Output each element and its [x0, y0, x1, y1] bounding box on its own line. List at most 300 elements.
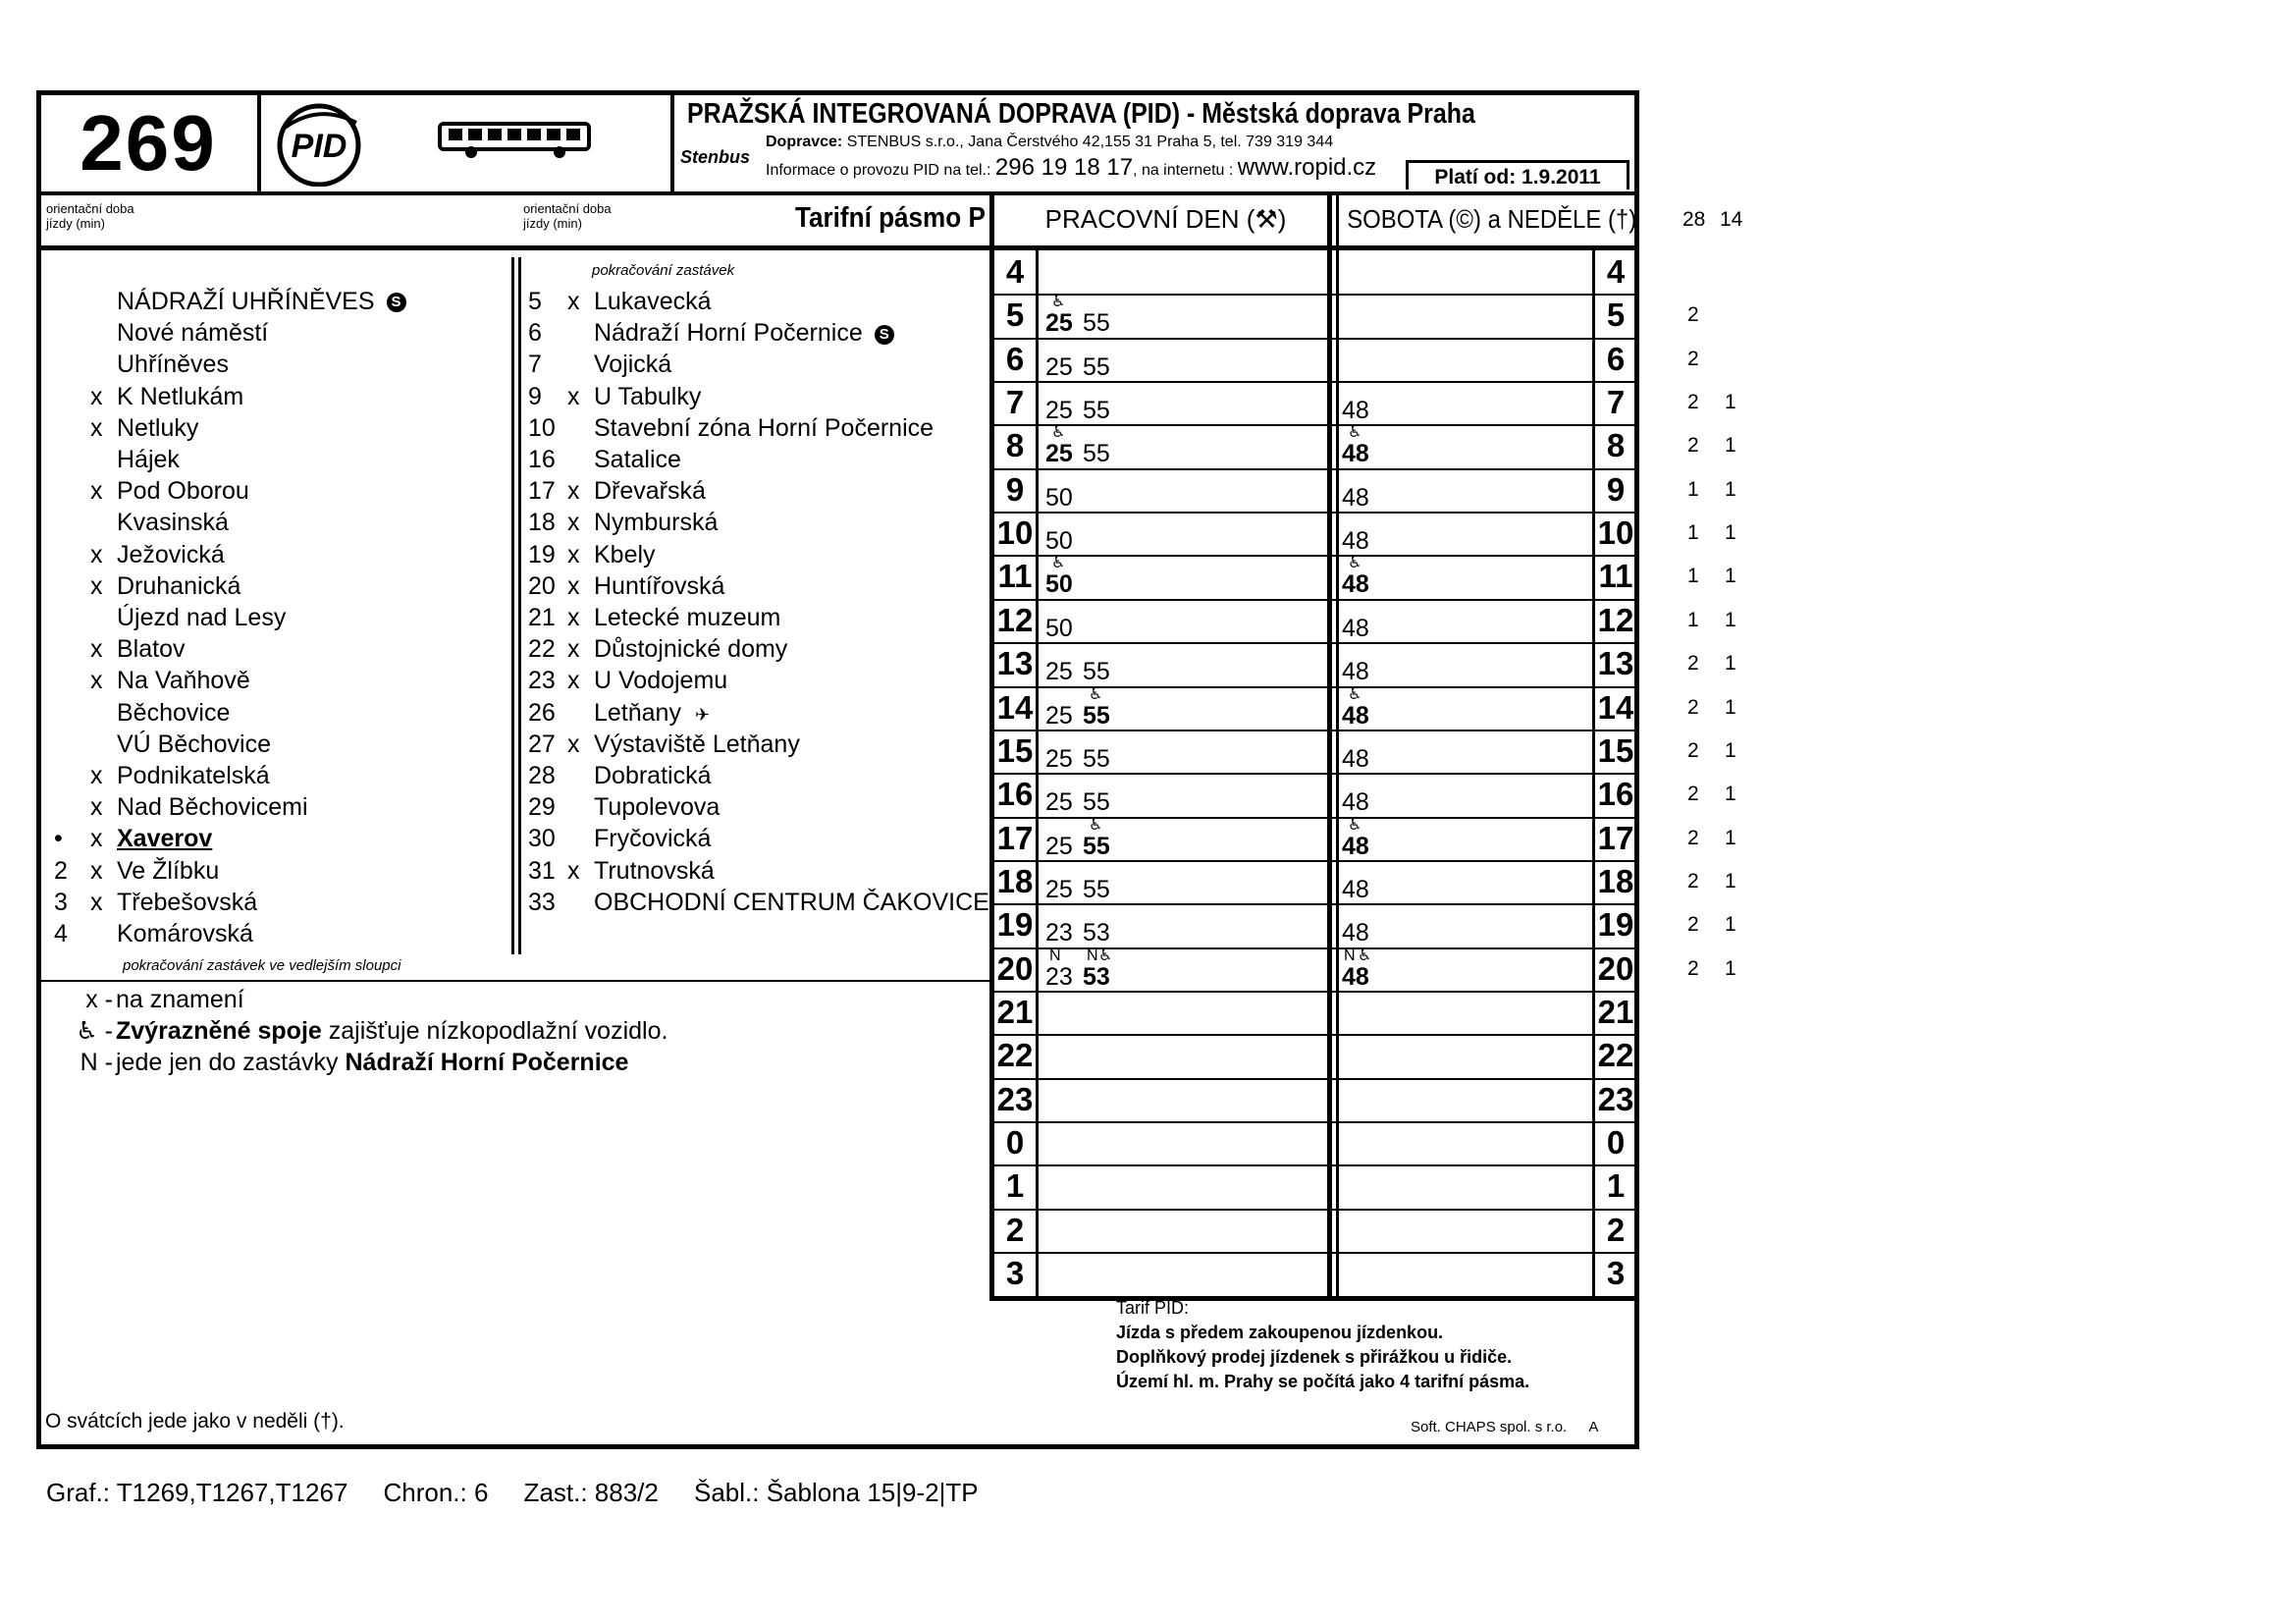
stop-name: Nad Běchovicemi — [117, 793, 308, 822]
stops-divider-1 — [511, 257, 514, 954]
valid-from-box — [1406, 160, 1629, 189]
carrier-line — [766, 134, 1333, 151]
count-a: 2 — [1687, 869, 1699, 893]
count-b: 1 — [1725, 608, 1736, 631]
count-a: 2 — [1687, 738, 1699, 762]
stop-name: Pod Oborou — [117, 477, 249, 506]
stop-time: 30 — [528, 825, 556, 853]
hour-col-left — [1036, 250, 1039, 1301]
stop-request-mark: x — [90, 571, 103, 600]
hour-left: 16 — [996, 776, 1034, 813]
legend-desc: zajišťuje nízkopodlažní vozidlo. — [321, 1017, 668, 1045]
stop-request-mark: x — [90, 635, 103, 664]
hour-left: 2 — [1005, 1211, 1025, 1248]
header-title: PRAŽSKÁ INTEGROVANÁ DOPRAVA (PID) - Městská doprava Praha — [687, 98, 1475, 130]
departure-weekday: 55 — [1083, 352, 1110, 381]
stop-name: Nymburská — [594, 509, 719, 537]
stop-request-mark: x — [567, 540, 580, 568]
stop-request-mark: x — [90, 413, 103, 442]
hour-left: 11 — [997, 558, 1033, 595]
hour-right: 5 — [1606, 297, 1626, 334]
stop-time: 26 — [528, 698, 556, 727]
stop-name: Druhanická — [117, 571, 241, 600]
stop-time: 17 — [528, 477, 556, 506]
hour-row-line — [994, 599, 1634, 601]
stop-name: Dobratická — [594, 762, 712, 789]
departure-weekday: 55 — [1083, 701, 1110, 730]
bottom-info-line: Graf.: T1269,T1267,T1267 Chron.: 6 Zast.: 883/2 Šabl.: Šablona 15|9-2|TP — [46, 1478, 979, 1507]
stop-request-mark: x — [90, 540, 103, 568]
stop-time: 22 — [528, 635, 556, 664]
departure-weekday: 50 — [1045, 527, 1073, 556]
stop-request-mark: x — [567, 509, 580, 537]
stop-time: 33 — [528, 888, 556, 916]
hour-right: 11 — [1598, 558, 1633, 595]
n-mark: N — [1049, 947, 1061, 964]
software-note — [1411, 1419, 1598, 1435]
count-b: 1 — [1725, 738, 1736, 762]
info-line — [766, 154, 1376, 182]
count-a: 2 — [1687, 783, 1699, 806]
wheelchair-icon: ♿ — [1348, 816, 1362, 834]
hour-row-line — [994, 512, 1634, 514]
stop-request-mark: x — [567, 635, 580, 664]
stop-name: Tupolevova — [594, 793, 721, 822]
stop-name: VÚ Běchovice — [117, 730, 272, 758]
duration-label-right — [523, 201, 612, 231]
continuation-side-label: pokračování zastávek ve vedlejším sloupci — [123, 957, 401, 974]
count-b: 1 — [1725, 869, 1736, 893]
stop-name: Blatov — [117, 635, 186, 664]
carrier-text: STENBUS s.r.o., Jana Čerstvého 42,155 31 Praha 5, tel. 739 319 344 — [846, 134, 1334, 150]
stop-name: Na Vaňhově — [117, 667, 250, 695]
hour-right: 6 — [1606, 340, 1626, 377]
count-a: 2 — [1687, 695, 1699, 719]
hour-left: 14 — [996, 688, 1034, 726]
departure-weekday: 53 — [1083, 962, 1110, 991]
metro-s-icon: S — [387, 293, 406, 312]
stop-name: Výstaviště Letňany — [594, 730, 800, 758]
departure-weekday: 25 — [1045, 397, 1073, 425]
stop-name: Podnikatelská — [117, 762, 270, 789]
count-b: 1 — [1725, 521, 1736, 545]
hour-left: 17 — [996, 819, 1034, 856]
wheelchair-icon: ♿ — [1051, 555, 1066, 572]
legend-desc: na znamení — [116, 986, 244, 1013]
stop-name: Letňany ✈ — [594, 698, 711, 727]
hour-left: 21 — [996, 993, 1034, 1030]
hour-right: 10 — [1597, 514, 1634, 552]
line-number: 269 — [80, 99, 217, 187]
stop-name: Uhříněves — [117, 351, 229, 379]
hour-right: 9 — [1606, 470, 1626, 508]
hour-right: 18 — [1597, 862, 1634, 899]
count-a: 1 — [1687, 565, 1699, 588]
info-prefix: Informace o provozu PID na tel.: — [766, 162, 991, 179]
legend-desc: jede jen do zastávky — [116, 1049, 346, 1076]
stop-request-mark: x — [567, 604, 580, 631]
legend-text — [116, 1016, 667, 1046]
stop-time: 4 — [54, 920, 68, 947]
info-phone: 296 19 18 17 — [994, 154, 1134, 181]
departure-weekday: 25 — [1045, 744, 1073, 773]
departure-weekday: 55 — [1083, 788, 1110, 817]
n-mark: N — [1344, 947, 1356, 964]
count-header-b: 14 — [1720, 208, 1743, 231]
airport-icon: ✈ — [694, 704, 711, 725]
wheelchair-icon: ♿ — [1089, 685, 1103, 703]
departure-weekday: 55 — [1083, 309, 1110, 338]
departure-weekday: 55 — [1083, 440, 1110, 468]
hour-left: 23 — [996, 1080, 1034, 1117]
hour-row-line — [994, 1121, 1634, 1123]
stop-request-mark: x — [567, 856, 580, 885]
count-a: 2 — [1687, 303, 1699, 327]
hour-right: 14 — [1597, 688, 1634, 726]
stop-time: 20 — [528, 571, 556, 600]
stop-name: U Tabulky — [594, 382, 702, 410]
hour-row-line — [994, 1252, 1634, 1254]
stop-request-mark: x — [90, 825, 103, 853]
duration-label-1: orientační doba — [46, 201, 134, 216]
stop-name: NÁDRAŽÍ UHŘÍNĚVES S — [117, 287, 406, 316]
hour-row-line — [994, 294, 1634, 296]
stop-request-mark: x — [567, 571, 580, 600]
legend-symbol: N - — [80, 1049, 113, 1076]
departure-weekday: 25 — [1045, 658, 1073, 686]
pid-logo-text: PID — [291, 128, 347, 165]
subheader-divider — [36, 245, 1639, 250]
stop-request-mark: x — [90, 793, 103, 822]
header-sep-1 — [257, 90, 261, 193]
hour-right: 23 — [1597, 1080, 1634, 1117]
hour-left: 0 — [1005, 1124, 1025, 1161]
departure-weekend: 48 — [1342, 658, 1369, 686]
stop-request-mark: x — [90, 888, 103, 916]
hour-right: 19 — [1597, 906, 1634, 944]
hour-row-line — [994, 642, 1634, 644]
hour-left: 5 — [1005, 297, 1025, 334]
stop-request-mark: x — [90, 856, 103, 885]
holiday-note: O svátcích jede jako v neděli (†). — [45, 1410, 345, 1433]
hour-right: 3 — [1606, 1255, 1626, 1292]
hour-left: 18 — [996, 862, 1034, 899]
hour-left: 1 — [1005, 1167, 1025, 1205]
wheelchair-icon: ♿ — [1348, 424, 1362, 442]
hour-row-line — [994, 1078, 1634, 1080]
hour-row-line — [994, 424, 1634, 426]
count-b: 1 — [1725, 434, 1736, 458]
stop-time: 16 — [528, 446, 556, 473]
departure-weekday: 50 — [1045, 570, 1073, 599]
hour-row-line — [994, 338, 1634, 340]
stop-time: 31 — [528, 856, 556, 885]
departure-weekday: 25 — [1045, 788, 1073, 817]
stop-name: Fryčovická — [594, 825, 712, 853]
stop-name: Dřevařská — [594, 477, 706, 506]
hour-left: 6 — [1005, 340, 1025, 377]
departure-weekday: 25 — [1045, 440, 1073, 468]
bus-icon — [437, 118, 594, 162]
departure-weekend: 48 — [1342, 875, 1369, 903]
hour-left: 12 — [996, 601, 1034, 638]
hour-left: 19 — [996, 906, 1034, 944]
variant-text: A — [1588, 1419, 1599, 1435]
count-b: 1 — [1725, 565, 1736, 588]
duration-label-2: jízdy (min) — [523, 216, 582, 231]
header-sep-2 — [670, 90, 674, 193]
stop-time: 29 — [528, 793, 556, 822]
stop-name: Důstojnické domy — [594, 635, 788, 664]
hour-row-line — [994, 1034, 1634, 1036]
stop-name: Xaverov — [117, 825, 213, 853]
count-a: 2 — [1687, 956, 1699, 980]
departure-weekday: 25 — [1045, 352, 1073, 381]
wheelchair-icon: ♿ — [1051, 424, 1066, 442]
stop-name: Kbely — [594, 540, 656, 568]
weekday-weekend-sep-2 — [1336, 193, 1339, 1301]
departure-weekend: 48 — [1342, 919, 1369, 947]
stop-name: K Netlukám — [117, 382, 244, 410]
hour-right: 13 — [1597, 645, 1634, 682]
tariff-line-2: Doplňkový prodej jízdenek s přirážkou u řidiče. — [1116, 1347, 1513, 1367]
departure-weekend: 48 — [1342, 832, 1369, 860]
tariff-line-1: Jízda s předem zakoupenou jízdenkou. — [1116, 1323, 1444, 1342]
stop-time: 18 — [528, 509, 556, 537]
stop-time: 9 — [528, 382, 542, 410]
hour-right: 4 — [1606, 253, 1626, 290]
metro-s-icon: S — [875, 325, 894, 345]
departure-weekday: 25 — [1045, 832, 1073, 860]
hour-right: 1 — [1606, 1167, 1626, 1205]
stop-name: Nádraží Horní Počernice S — [594, 318, 894, 348]
stop-time: • — [54, 825, 63, 853]
duration-label-2: jízdy (min) — [46, 216, 105, 231]
hour-right: 0 — [1606, 1124, 1626, 1161]
continuation-label: pokračování zastávek — [592, 262, 735, 279]
tariff-info — [1116, 1296, 1529, 1394]
stop-request-mark: x — [90, 762, 103, 789]
stop-request-mark: x — [90, 477, 103, 506]
stop-name: Ježovická — [117, 540, 225, 568]
count-header-a: 28 — [1682, 208, 1706, 231]
departure-weekday: 25 — [1045, 701, 1073, 730]
departure-weekend: 48 — [1342, 483, 1369, 512]
count-a: 1 — [1687, 477, 1699, 501]
info-web[interactable]: www.ropid.cz — [1237, 154, 1377, 181]
hour-left: 20 — [996, 949, 1034, 987]
count-b: 1 — [1725, 913, 1736, 937]
info-mid: , na internetu : — [1133, 162, 1234, 179]
hour-left: 8 — [1005, 427, 1025, 464]
departure-weekend: 48 — [1342, 614, 1369, 642]
departure-weekday: 50 — [1045, 614, 1073, 642]
departure-weekend: 48 — [1342, 440, 1369, 468]
hour-row-line — [994, 381, 1634, 383]
departure-weekend: 48 — [1342, 397, 1369, 425]
stop-request-mark: x — [567, 382, 580, 410]
departure-weekday: 55 — [1083, 397, 1110, 425]
stop-name: Újezd nad Lesy — [117, 604, 287, 631]
hour-left: 3 — [1005, 1255, 1025, 1292]
hour-left: 13 — [996, 645, 1034, 682]
hour-left: 22 — [996, 1037, 1034, 1074]
hour-right: 15 — [1597, 731, 1634, 769]
count-a: 2 — [1687, 434, 1699, 458]
hour-row-line — [994, 468, 1634, 470]
departure-weekday: 55 — [1083, 875, 1110, 903]
hour-right: 20 — [1597, 949, 1634, 987]
carrier-label: Dopravce: — [766, 134, 843, 150]
stop-name: Třebešovská — [117, 888, 258, 916]
departure-weekend: 48 — [1342, 570, 1369, 599]
stop-time: 2 — [54, 856, 68, 885]
hour-row-line — [994, 773, 1634, 775]
hour-row-line — [994, 860, 1634, 862]
count-b: 1 — [1725, 956, 1736, 980]
weekday-header: PRACOVNÍ DEN (⚒) — [1044, 204, 1287, 234]
legend-text — [116, 1048, 628, 1077]
count-a: 2 — [1687, 913, 1699, 937]
operator-logo: Stenbus — [680, 147, 751, 167]
stop-request-mark: x — [90, 667, 103, 695]
hour-row-line — [994, 730, 1634, 731]
pid-logo — [270, 98, 368, 187]
tariff-line-3: Území hl. m. Prahy se počítá jako 4 tarifní pásma. — [1116, 1372, 1530, 1391]
stop-name: Stavební zóna Horní Počernice — [594, 413, 934, 442]
count-b: 1 — [1725, 652, 1736, 676]
stop-name: Letecké muzeum — [594, 604, 781, 631]
hour-left: 10 — [996, 514, 1034, 552]
stop-name: Kvasinská — [117, 509, 229, 537]
stop-request-mark: x — [567, 477, 580, 506]
stop-name: Trutnovská — [594, 856, 715, 885]
stop-time: 5 — [528, 288, 542, 315]
departure-weekday: 23 — [1045, 919, 1073, 947]
stop-time: 28 — [528, 762, 556, 789]
hour-right: 7 — [1606, 384, 1626, 421]
duration-label-left — [46, 201, 134, 231]
departure-weekday: 25 — [1045, 309, 1073, 338]
hour-right: 8 — [1606, 427, 1626, 464]
n-mark: N — [1087, 947, 1098, 964]
departure-weekday: 55 — [1083, 744, 1110, 773]
count-a: 1 — [1687, 608, 1699, 631]
wheelchair-icon: ♿ — [1089, 816, 1103, 834]
stop-name: Vojická — [594, 351, 672, 379]
stop-time: 10 — [528, 413, 556, 442]
hour-right: 12 — [1597, 601, 1634, 638]
departure-weekday: 55 — [1083, 658, 1110, 686]
departure-weekend: 48 — [1342, 744, 1369, 773]
hour-row-line — [994, 555, 1634, 557]
wheelchair-icon: ♿ — [1098, 947, 1113, 964]
departure-weekday: 53 — [1083, 919, 1110, 947]
stop-request-mark: x — [567, 288, 580, 315]
stop-time: 3 — [54, 888, 68, 916]
count-b: 1 — [1725, 477, 1736, 501]
stop-time: 19 — [528, 540, 556, 568]
legend-bold: Nádraží Horní Počernice — [345, 1049, 629, 1076]
stop-name: Nové náměstí — [117, 319, 269, 348]
stop-name: Huntířovská — [594, 571, 725, 600]
count-a: 2 — [1687, 652, 1699, 676]
departure-weekend: 48 — [1342, 701, 1369, 730]
count-a: 2 — [1687, 826, 1699, 849]
stop-name: Běchovice — [117, 698, 231, 727]
weekend-header: SOBOTA (©) a NEDĚLE (†) — [1347, 204, 1637, 234]
stop-name: Hájek — [117, 446, 180, 473]
departure-weekend: 48 — [1342, 527, 1369, 556]
hour-left: 7 — [1005, 384, 1025, 421]
stop-name: U Vodojemu — [594, 667, 728, 695]
stop-name: Ve Žlíbku — [117, 856, 220, 885]
stop-time: 21 — [528, 604, 556, 631]
count-a: 2 — [1687, 347, 1699, 370]
legend-text — [116, 985, 244, 1014]
departure-weekend: 48 — [1342, 788, 1369, 817]
stop-time: 6 — [528, 319, 542, 348]
count-b: 1 — [1725, 391, 1736, 414]
wheelchair-icon: ♿ — [1348, 685, 1362, 703]
departure-weekday: 23 — [1045, 962, 1073, 991]
hour-right: 21 — [1597, 993, 1634, 1030]
wheelchair-icon: ♿ — [1358, 947, 1372, 964]
weekday-weekend-sep — [1327, 193, 1332, 1301]
valid-from: Platí od: 1.9.2011 — [1434, 166, 1601, 189]
hour-right: 2 — [1606, 1211, 1626, 1248]
departure-weekday: 50 — [1045, 483, 1073, 512]
legend-symbol: x - — [85, 986, 113, 1013]
hour-left: 15 — [996, 731, 1034, 769]
hour-left: 9 — [1005, 470, 1025, 508]
hour-left: 4 — [1005, 253, 1025, 290]
stop-time: 23 — [528, 667, 556, 695]
count-a: 1 — [1687, 521, 1699, 545]
departure-weekday: 25 — [1045, 875, 1073, 903]
stop-name: Netluky — [117, 413, 199, 442]
header-divider — [36, 191, 1639, 195]
tariff-zone: Tarifní pásmo P — [795, 202, 986, 234]
legend-bold: Zvýrazněné spoje — [116, 1017, 322, 1045]
stops-divider-2 — [518, 257, 521, 954]
software-text: Soft. CHAPS spol. s r.o. — [1411, 1419, 1568, 1435]
hour-row-line — [994, 1209, 1634, 1211]
hour-row-line — [994, 991, 1634, 993]
hour-right: 16 — [1597, 776, 1634, 813]
stop-name: Lukavecká — [594, 288, 712, 315]
departure-weekend: 48 — [1342, 962, 1369, 991]
count-b: 1 — [1725, 695, 1736, 719]
stop-name: OBCHODNÍ CENTRUM ČAKOVICE — [594, 888, 989, 916]
stop-time: 27 — [528, 730, 556, 758]
hour-row-line — [994, 903, 1634, 905]
stop-request-mark: x — [567, 730, 580, 758]
wheelchair-icon: ♿ - — [76, 1017, 113, 1045]
duration-label-1: orientační doba — [523, 201, 612, 216]
hour-row-line — [994, 1164, 1634, 1166]
count-a: 2 — [1687, 391, 1699, 414]
hour-right: 22 — [1597, 1037, 1634, 1074]
departure-weekday: 55 — [1083, 832, 1110, 860]
wheelchair-icon: ♿ — [1051, 294, 1066, 311]
stop-request-mark: x — [567, 667, 580, 695]
stop-time: 7 — [528, 351, 542, 379]
wheelchair-icon: ♿ — [1348, 555, 1362, 572]
hour-right: 17 — [1597, 819, 1634, 856]
stop-request-mark: x — [90, 382, 103, 410]
count-b: 1 — [1725, 783, 1736, 806]
